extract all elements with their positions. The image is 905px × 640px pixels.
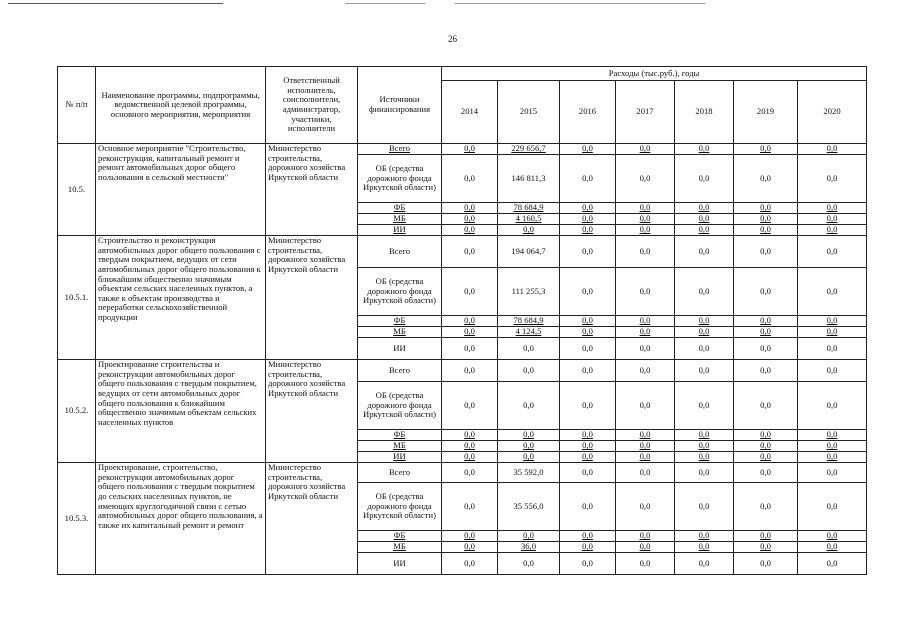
expense-value: 0,0 [675,236,734,268]
expense-value: 0,0 [675,144,734,155]
expense-value: 0,0 [798,268,867,316]
expense-value: 0,0 [798,214,867,225]
expense-value: 0,0 [734,316,798,327]
expense-value: 0,0 [734,214,798,225]
table-body [58,144,867,575]
expense-value: 0,0 [498,225,560,236]
expense-value: 0,0 [560,144,616,155]
expense-value: 0,0 [560,430,616,441]
funding-source: МБ [358,441,442,452]
expense-value: 0,0 [616,553,675,575]
expense-value: 0,0 [560,441,616,452]
item-number: 10.5. [58,144,96,236]
expense-value: 0,0 [442,452,498,463]
expense-value: 0,0 [560,327,616,338]
expense-value: 0,0 [675,441,734,452]
expense-value: 0,0 [442,430,498,441]
expense-value: 0,0 [442,463,498,483]
table-row [58,360,867,382]
expense-value: 0,0 [798,542,867,553]
expense-value: 0,0 [734,542,798,553]
item-number: 10.5.1. [58,236,96,360]
expense-value: 0,0 [798,430,867,441]
expense-value: 0,0 [675,483,734,531]
item-name: Проектирование строительства и реконструкции автомобильных дорог общего пользования с твердым покрытием, ведущих от сети автомобильных дорог общего пользования к ближайшим общественно значимым объектам сельских населенных пунктов [96,360,266,463]
header-year: 2020 [798,81,867,144]
item-responsible: Министерство строительства, дорожного хозяйства Иркутской области [266,360,358,463]
expense-value: 0,0 [442,441,498,452]
expense-value: 0,0 [675,327,734,338]
expense-value: 0,0 [798,483,867,531]
expense-value: 111 255,3 [498,268,560,316]
expense-value: 0,0 [675,531,734,542]
expense-value: 0,0 [734,430,798,441]
expense-value: 0,0 [498,430,560,441]
expense-value: 0,0 [616,203,675,214]
expenses-table [57,66,867,575]
expense-value: 0,0 [734,203,798,214]
expense-value: 0,0 [616,327,675,338]
funding-source: МБ [358,327,442,338]
funding-source: ОБ (средства дорожного фонда Иркутской области) [358,268,442,316]
expense-value: 0,0 [675,316,734,327]
expense-value: 0,0 [675,553,734,575]
expense-value: 0,0 [675,203,734,214]
expense-value: 0,0 [675,382,734,430]
expense-value: 0,0 [442,203,498,214]
funding-source: ИИ [358,452,442,463]
header-year: 2018 [675,81,734,144]
header-expenses: Расходы (тыс.руб.), годы [442,67,867,81]
expense-value: 0,0 [734,382,798,430]
expense-value: 0,0 [734,155,798,203]
expense-value: 0,0 [734,441,798,452]
expense-value: 0,0 [798,338,867,360]
table-row [58,144,867,155]
expense-value: 194 064,7 [498,236,560,268]
funding-source: Всего [358,144,442,155]
expense-value: 0,0 [442,553,498,575]
funding-source: ОБ (средства дорожного фонда Иркутской области) [358,155,442,203]
expense-value: 78 684,9 [498,203,560,214]
expense-value: 0,0 [798,203,867,214]
header-year: 2019 [734,81,798,144]
expense-value: 0,0 [442,360,498,382]
expense-value: 0,0 [616,360,675,382]
expense-value: 0,0 [616,441,675,452]
expense-value: 0,0 [675,214,734,225]
expense-value: 0,0 [798,225,867,236]
expense-value: 0,0 [560,531,616,542]
expense-value: 0,0 [442,327,498,338]
top-rule-mid [345,3,425,4]
expense-value: 0,0 [616,155,675,203]
expense-value: 0,0 [798,360,867,382]
expense-value: 0,0 [616,483,675,531]
expense-value: 0,0 [442,338,498,360]
expense-value: 0,0 [798,463,867,483]
expense-value: 0,0 [616,542,675,553]
expense-value: 0,0 [616,430,675,441]
expense-value: 0,0 [616,531,675,542]
expense-value: 0,0 [442,316,498,327]
table-row [58,463,867,483]
item-name: Основное мероприятие "Строительство, реконструкция, капитальный ремонт и ремонт автомобильных дорог общего пользования в сельской местности" [96,144,266,236]
expense-value: 0,0 [498,531,560,542]
expense-value: 0,0 [442,483,498,531]
expense-value: 4 160,5 [498,214,560,225]
expense-value: 0,0 [616,382,675,430]
expense-value: 0,0 [675,360,734,382]
funding-source: ФБ [358,316,442,327]
expense-value: 0,0 [560,382,616,430]
item-number: 10.5.2. [58,360,96,463]
expense-value: 35 592,0 [498,463,560,483]
expense-value: 0,0 [498,360,560,382]
funding-source: ИИ [358,338,442,360]
expense-value: 146 811,3 [498,155,560,203]
item-name: Строительство и реконструкция автомобильных дорог общего пользования с твердым покрытием, ведущих от сети автомобильных дорог общего пользования к ближайшим общественно значимым объектам сельских населенных пунктов, а также к объектам производства и переработки сельскохозяйственной продукции [96,236,266,360]
funding-source: ИИ [358,225,442,236]
funding-source: ОБ (средства дорожного фонда Иркутской области) [358,382,442,430]
expense-value: 0,0 [560,483,616,531]
expense-value: 0,0 [560,463,616,483]
expense-value: 35 556,0 [498,483,560,531]
expense-value: 0,0 [560,360,616,382]
funding-source: ФБ [358,531,442,542]
expense-value: 0,0 [798,382,867,430]
expense-value: 0,0 [560,236,616,268]
header-year: 2015 [498,81,560,144]
expense-value: 0,0 [798,441,867,452]
header-num: № п/п [58,67,96,144]
expense-value: 0,0 [616,225,675,236]
expense-value: 0,0 [442,155,498,203]
expense-value: 0,0 [442,542,498,553]
expense-value: 0,0 [442,268,498,316]
expense-value: 0,0 [616,268,675,316]
expense-value: 0,0 [734,338,798,360]
expense-value: 0,0 [560,214,616,225]
expense-value: 0,0 [798,155,867,203]
expense-value: 0,0 [616,236,675,268]
top-rule-left [8,3,223,4]
expense-value: 0,0 [560,452,616,463]
expense-value: 0,0 [498,452,560,463]
expense-value: 0,0 [798,327,867,338]
expense-value: 0,0 [734,531,798,542]
expense-value: 0,0 [498,338,560,360]
expense-value: 0,0 [734,327,798,338]
item-responsible: Министерство строительства, дорожного хозяйства Иркутской области [266,463,358,575]
expense-value: 0,0 [616,463,675,483]
expense-value: 0,0 [498,553,560,575]
expense-value: 0,0 [442,214,498,225]
expense-value: 0,0 [616,144,675,155]
expense-value: 0,0 [675,542,734,553]
expense-value: 0,0 [442,225,498,236]
expense-value: 0,0 [560,553,616,575]
expense-value: 0,0 [616,214,675,225]
expense-value: 0,0 [734,360,798,382]
funding-source: ИИ [358,553,442,575]
expense-value: 0,0 [442,531,498,542]
expense-value: 0,0 [560,542,616,553]
funding-source: Всего [358,463,442,483]
table-row [58,236,867,268]
expense-value: 0,0 [560,203,616,214]
header-source: Источники финансирования [358,67,442,144]
expense-value: 0,0 [675,463,734,483]
expense-value: 0,0 [734,463,798,483]
expense-value: 0,0 [675,268,734,316]
expense-value: 0,0 [675,338,734,360]
expense-value: 0,0 [675,155,734,203]
expense-value: 0,0 [675,452,734,463]
top-rule-right [455,3,705,4]
expense-value: 0,0 [734,452,798,463]
item-number: 10.5.3. [58,463,96,575]
header-year: 2017 [616,81,675,144]
expense-value: 0,0 [442,144,498,155]
expense-value: 0,0 [560,316,616,327]
expense-value: 0,0 [442,382,498,430]
expense-value: 0,0 [798,553,867,575]
expense-value: 0,0 [798,316,867,327]
expense-value: 0,0 [675,225,734,236]
header-year: 2016 [560,81,616,144]
funding-source: Всего [358,360,442,382]
expense-value: 0,0 [734,268,798,316]
funding-source: ФБ [358,430,442,441]
funding-source: МБ [358,542,442,553]
expense-value: 0,0 [616,338,675,360]
expense-value: 0,0 [734,236,798,268]
funding-source: ФБ [358,203,442,214]
funding-source: Всего [358,236,442,268]
expense-value: 0,0 [675,430,734,441]
funding-source: ОБ (средства дорожного фонда Иркутской области) [358,483,442,531]
header-responsible: Ответственный исполнитель, соисполнители, администратор, участники, исполнители [266,67,358,144]
expense-value: 0,0 [798,531,867,542]
expense-value: 0,0 [560,268,616,316]
expense-value: 0,0 [442,236,498,268]
expense-value: 0,0 [798,236,867,268]
expense-value: 0,0 [734,144,798,155]
expense-value: 0,0 [798,144,867,155]
funding-source: МБ [358,214,442,225]
expense-value: 0,0 [560,155,616,203]
expense-value: 36,0 [498,542,560,553]
item-name: Проектирование, строительство, реконструкция автомобильных дорог общего пользования с твердым покрытием до сельских населенных пунктов, не имеющих круглогодичной связи с сетью автомобильных дорог общего пользования, а также их капитальный ремонт и ремонт [96,463,266,575]
expense-value: 0,0 [560,338,616,360]
expense-value: 4 124,5 [498,327,560,338]
expense-value: 0,0 [560,225,616,236]
expense-value: 0,0 [616,316,675,327]
item-responsible: Министерство строительства, дорожного хозяйства Иркутской области [266,144,358,236]
item-responsible: Министерство строительства, дорожного хозяйства Иркутской области [266,236,358,360]
expense-value: 0,0 [734,225,798,236]
expense-value: 0,0 [498,441,560,452]
expense-value: 78 684,9 [498,316,560,327]
page-number: 26 [448,34,457,44]
header-year: 2014 [442,81,498,144]
expense-value: 0,0 [734,553,798,575]
header-name: Наименование программы, подпрограммы, ведомственной целевой программы, основного мероприятия, мероприятия [96,67,266,144]
expense-value: 0,0 [734,483,798,531]
expense-value: 0,0 [616,452,675,463]
expense-value: 0,0 [798,452,867,463]
expense-value: 0,0 [498,382,560,430]
expense-value: 229 656,7 [498,144,560,155]
